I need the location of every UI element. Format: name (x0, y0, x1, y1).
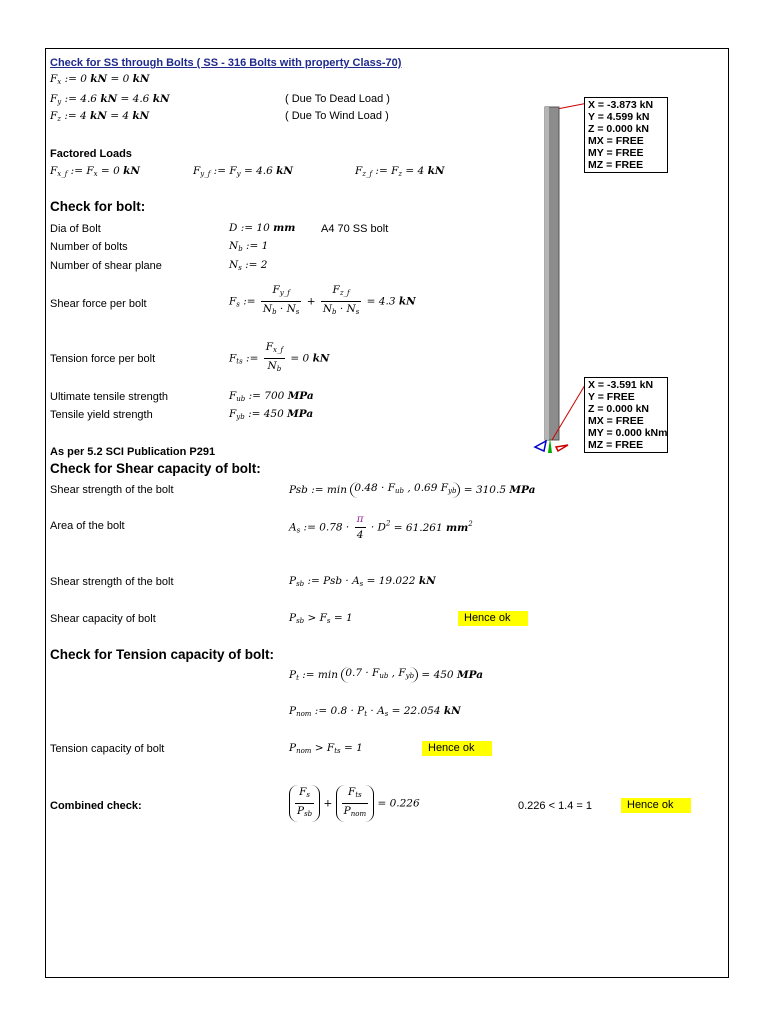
area-expr: $A_s$ := 0.78 · $\frac{\pi}{4}$ · $D^2 = 61.261$ $mm^2$ (289, 513, 473, 541)
shear-cap-expr: $P_{sb} > F_s = 1$ (289, 612, 353, 625)
support-bottom-y: Y = FREE (588, 391, 635, 403)
area-result: = 61.261 $mm^2$ (393, 519, 473, 534)
fyb-label: Tensile yield strength (50, 409, 153, 421)
area-label: Area of the bolt (50, 520, 125, 532)
shear-force-label: Shear force per bolt (50, 298, 147, 310)
column-highlight (545, 107, 549, 440)
shear-cap-label: Shear capacity of bolt (50, 613, 156, 625)
dia-expr: D := 10 mm (229, 222, 296, 234)
combined-ok-badge: Hence ok (621, 798, 691, 813)
sheet-title: Check for SS through Bolts ( SS - 316 Bolts with property Class-70) (50, 57, 402, 69)
support-top-my: MY = FREE (588, 147, 644, 159)
tension-cap-expr: $P_{nom} > F_{ts} = 1$ (289, 742, 363, 755)
tension-cap-heading: Check for Tension capacity of bolt: (50, 647, 275, 662)
support-bottom-my: MY = 0.000 kNm (588, 427, 668, 439)
support-top-box (584, 97, 668, 173)
combined-expr: $\frac{F_s}{P_{sb}}$ + $\frac{F_{ts}}{P_{nom}}$ = 0.226 (289, 785, 420, 822)
tension-force-expr: $F_{ts}$ := $\frac{F_{x\_f}}{N_b}$ = 0 kN (229, 341, 330, 373)
fub-expr: $F_{ub}$ := 700 MPa (229, 390, 314, 403)
support-top-y: Y = 4.599 kN (588, 111, 650, 123)
fub-label: Ultimate tensile strength (50, 391, 168, 403)
support-top-z: Z = 0.000 kN (588, 123, 649, 135)
support-top-x: X = -3.873 kN (588, 99, 654, 111)
psb-label: Shear strength of the bolt (50, 484, 174, 496)
ns-expr: $N_s$ := 2 (229, 259, 268, 272)
support-top-mz: MZ = FREE (588, 159, 644, 171)
factored-fyf: $F_{y\_f}$ := $F_y = 4.6$ kN (193, 165, 293, 178)
dia-label: Dia of Bolt (50, 223, 101, 235)
load-fx: $F_x$ := 0 kN = 0 kN (50, 73, 150, 86)
factored-heading: Factored Loads (50, 148, 132, 160)
load-fz: $F_z$ := 4 kN = 4 kN (50, 110, 150, 123)
pnom-expr: $P_{nom}$ := $0.8 \cdot P_t \cdot A_s = 22.054$ kN (289, 705, 461, 718)
psb2-expr: $P_{sb}$ := Psb · $A_s = 19.022$ kN (289, 575, 436, 588)
combined-result: = 0.226 (377, 797, 420, 810)
shear-cap-heading: Check for Shear capacity of bolt: (50, 461, 261, 476)
support-bottom-mx: MX = FREE (588, 415, 644, 427)
column-diagram (530, 95, 590, 455)
support-bottom-x: X = -3.591 kN (588, 379, 654, 391)
tension-cap-label: Tension capacity of bolt (50, 743, 165, 755)
nb-label: Number of bolts (50, 241, 128, 253)
axis-x-icon (535, 441, 546, 451)
combined-compare: 0.226 < 1.4 = 1 (518, 800, 593, 812)
bolt-heading: Check for bolt: (50, 199, 146, 214)
load-fz-note: ( Due To Wind Load ) (285, 110, 389, 122)
support-bottom-mz: MZ = FREE (588, 439, 644, 451)
nb-expr: $N_b$ := 1 (229, 240, 269, 253)
sci-reference: As per 5.2 SCI Publication P291 (50, 446, 216, 458)
support-bottom-box (584, 377, 668, 453)
psb-expr: Psb := $\min 0.48 \cdot F_{ub}$ , 0.69 $F_{yb} = 310.5$ MPa (289, 482, 536, 496)
combined-label: Combined check: (50, 800, 142, 812)
dia-note: A4 70 SS bolt (321, 223, 389, 235)
psb2-label: Shear strength of the bolt (50, 576, 174, 588)
support-top-mx: MX = FREE (588, 135, 644, 147)
tension-force-result: = 0 kN (290, 352, 330, 365)
ns-label: Number of shear plane (50, 260, 162, 272)
shear-force-result: = 4.3 kN (366, 295, 416, 308)
tension-ok-badge: Hence ok (422, 741, 492, 756)
factored-fxf: $F_{x\_f}$ := $F_x = 0$ kN (50, 165, 140, 178)
axis-z-icon (556, 445, 568, 451)
support-bottom-z: Z = 0.000 kN (588, 403, 649, 415)
fyb-expr: $F_{yb}$ := 450 MPa (229, 408, 314, 421)
shear-force-expr: $F_s$ := $\frac{F_{y\_f}}{N_b \cdot N_s}$ + $\frac{F_{z\_f}}{N_b \cdot N_s}$ = 4.3 kN (229, 284, 416, 316)
pt-expr: $P_t$ := $\min 0.7 \cdot F_{ub}$ , $F_{yb} = 450$ MPa (289, 667, 483, 682)
load-fy: $F_y$ := 4.6 kN = 4.6 kN (50, 93, 170, 106)
shear-ok-badge: Hence ok (458, 611, 528, 626)
tension-force-label: Tension force per bolt (50, 353, 156, 365)
load-fy-note: ( Due To Dead Load ) (285, 93, 390, 105)
factored-fzf: $F_{z\_f}$ := $F_z = 4$ kN (355, 165, 445, 178)
